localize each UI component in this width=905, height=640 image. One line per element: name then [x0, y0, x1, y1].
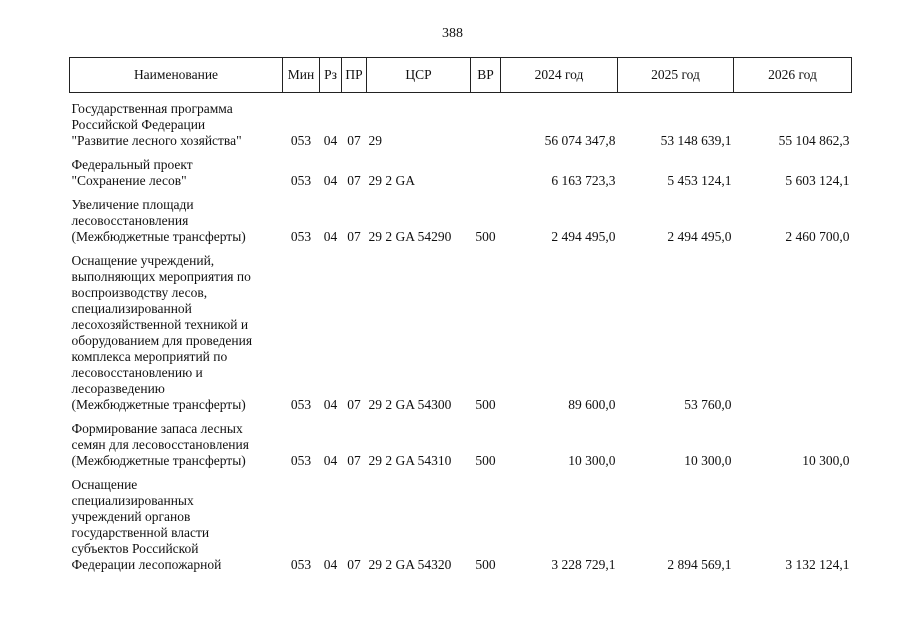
- table-body: [70, 93, 852, 578]
- name-line: Оснащение учреждений,: [71, 253, 215, 268]
- name-line: Федерации лесопожарной: [71, 557, 222, 572]
- cell-min: 053: [290, 453, 312, 468]
- name-line: воспроизводству лесов,: [71, 285, 208, 300]
- cell-2025: 10 300,0: [684, 453, 732, 468]
- name-line: (Межбюджетные трансферты): [71, 397, 246, 412]
- name-line: (Межбюджетные трансферты): [71, 453, 246, 468]
- cell-pr: 07: [347, 557, 361, 572]
- table-header-row: [70, 58, 852, 93]
- cell-2024: 89 600,0: [568, 397, 616, 412]
- cell-vr: [471, 93, 501, 154]
- table-row: [70, 417, 852, 473]
- cell-2024: 56 074 347,8: [544, 133, 616, 148]
- cell-name: [70, 93, 283, 154]
- cell-csr: 29: [368, 133, 382, 148]
- cell-2024: 2 494 495,0: [551, 229, 616, 244]
- cell-pr: 07: [347, 229, 361, 244]
- cell-csr: 29 2 GA: [368, 173, 415, 188]
- cell-pr: 07: [347, 173, 361, 188]
- name-line: комплекса мероприятий по: [71, 349, 228, 364]
- cell-2026: 3 132 124,1: [785, 557, 850, 572]
- cell-rz: 04: [323, 133, 338, 148]
- cell-min: 053: [290, 557, 312, 572]
- cell-pr: 07: [347, 453, 361, 468]
- cell-2024: 3 228 729,1: [551, 557, 616, 572]
- name-line: (Межбюджетные трансферты): [71, 229, 246, 244]
- table-row: [70, 193, 852, 249]
- cell-vr: [471, 153, 501, 193]
- cell-vr: 500: [475, 557, 496, 572]
- name-line: лесоразведению: [71, 381, 165, 396]
- table-row: [70, 473, 852, 577]
- header-min: Мин: [283, 58, 320, 93]
- cell-2026: 5 603 124,1: [785, 173, 850, 188]
- name-line: специализированных: [71, 493, 194, 508]
- table-row: [70, 153, 852, 193]
- cell-csr: 29 2 GA 54300: [368, 397, 452, 412]
- table-row: [70, 93, 852, 154]
- budget-table: [69, 57, 852, 577]
- cell-min: 053: [290, 397, 312, 412]
- name-line: государственной власти: [71, 525, 210, 540]
- name-line: Оснащение: [71, 477, 138, 492]
- cell-2025: 53 148 639,1: [660, 133, 732, 148]
- cell-name: [70, 249, 283, 417]
- name-line: выполняющих мероприятия по: [71, 269, 251, 284]
- name-line: Российской Федерации: [71, 117, 206, 132]
- name-line: семян для лесовосстановления: [71, 437, 249, 452]
- name-line: Увеличение площади: [71, 197, 194, 212]
- cell-min: 053: [290, 173, 312, 188]
- cell-pr: 07: [347, 133, 361, 148]
- cell-name: [70, 473, 283, 577]
- name-line: Федеральный проект: [71, 157, 193, 172]
- cell-csr: 29 2 GA 54310: [368, 453, 452, 468]
- cell-2026: 55 104 862,3: [778, 133, 850, 148]
- cell-name: [70, 193, 283, 249]
- cell-csr: 29 2 GA 54290: [368, 229, 452, 244]
- header-2026: 2026 год: [734, 58, 852, 93]
- cell-rz: 04: [323, 397, 338, 412]
- header-rz: Рз: [320, 58, 342, 93]
- name-line: Государственная программа: [71, 101, 233, 116]
- cell-2025: 2 894 569,1: [667, 557, 732, 572]
- page-number: 388: [442, 26, 463, 41]
- cell-rz: 04: [323, 229, 338, 244]
- header-name: Наименование: [70, 58, 283, 93]
- cell-name: [70, 417, 283, 473]
- cell-2026: [734, 249, 852, 417]
- cell-min: 053: [290, 229, 312, 244]
- table-row: [70, 249, 852, 417]
- name-line: оборудованием для проведения: [71, 333, 253, 348]
- header-2024: 2024 год: [501, 58, 618, 93]
- cell-2026: 10 300,0: [802, 453, 850, 468]
- name-line: лесовосстановления: [71, 213, 189, 228]
- header-2025: 2025 год: [618, 58, 734, 93]
- cell-csr: 29 2 GA 54320: [368, 557, 452, 572]
- cell-name: [70, 153, 283, 193]
- cell-vr: 500: [475, 453, 496, 468]
- header-vr: ВР: [471, 58, 501, 93]
- cell-vr: 500: [475, 397, 496, 412]
- cell-rz: 04: [323, 173, 338, 188]
- name-line: лесохозяйственной техникой и: [71, 317, 249, 332]
- cell-rz: 04: [323, 557, 338, 572]
- name-line: субъектов Российской: [71, 541, 199, 556]
- cell-2025: 53 760,0: [684, 397, 732, 412]
- cell-2025: 2 494 495,0: [667, 229, 732, 244]
- name-line: "Сохранение лесов": [71, 173, 187, 188]
- cell-rz: 04: [323, 453, 338, 468]
- name-line: учреждений органов: [71, 509, 191, 524]
- name-line: лесовосстановлению и: [71, 365, 203, 380]
- cell-2024: 10 300,0: [568, 453, 616, 468]
- cell-pr: 07: [347, 397, 361, 412]
- cell-2024: 6 163 723,3: [551, 173, 616, 188]
- name-line: Формирование запаса лесных: [71, 421, 243, 436]
- cell-2026: 2 460 700,0: [785, 229, 850, 244]
- name-line: "Развитие лесного хозяйства": [71, 133, 242, 148]
- name-line: специализированной: [71, 301, 192, 316]
- cell-min: 053: [290, 133, 312, 148]
- cell-2025: 5 453 124,1: [667, 173, 732, 188]
- header-csr: ЦСР: [367, 58, 471, 93]
- cell-vr: 500: [475, 229, 496, 244]
- header-pr: ПР: [342, 58, 367, 93]
